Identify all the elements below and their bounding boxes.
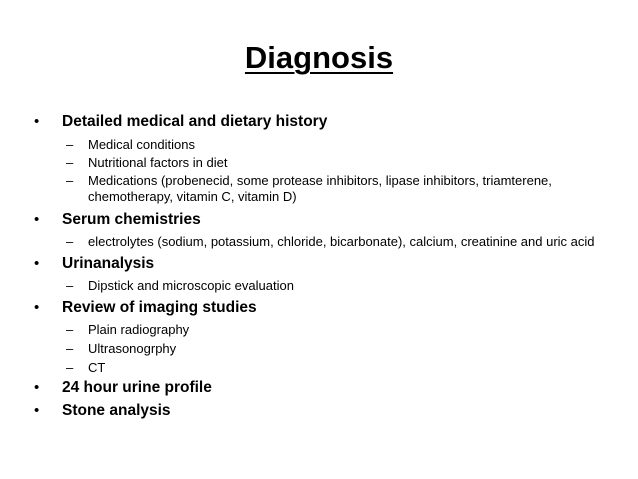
dash-icon: – <box>66 278 74 293</box>
sub-item-label: Nutritional factors in diet <box>88 155 228 170</box>
bullet-item-label: 24 hour urine profile <box>62 379 212 396</box>
bullet-list <box>30 112 620 421</box>
sub-item-plain-radiography <box>30 322 620 338</box>
bullet-icon: • <box>34 299 40 316</box>
sub-item-medical-conditions <box>30 137 620 153</box>
sub-item-ultrasonography <box>30 341 620 357</box>
sub-item-label: electrolytes (sodium, potassium, chloride, bicarbonate), calcium, creatinine and uric acid <box>88 234 595 249</box>
sub-item-electrolytes <box>30 234 620 250</box>
sub-item-label: Medical conditions <box>88 137 195 152</box>
sub-item-nutritional-factors <box>30 155 620 171</box>
bullet-item-label: Serum chemistries <box>62 211 201 228</box>
bullet-icon: • <box>34 255 40 272</box>
sub-item-label: Dipstick and microscopic evaluation <box>88 278 294 293</box>
bullet-icon: • <box>34 379 40 396</box>
dash-icon: – <box>66 341 74 356</box>
sub-item-ct <box>30 360 620 376</box>
sub-item-label: Medications (probenecid, some protease inhibitors, lipase inhibitors, triamterene, chemotherapy, vitamin C, vitamin D) <box>88 173 552 204</box>
bullet-item-imaging-studies <box>30 298 620 318</box>
bullet-item-medical-history <box>30 112 620 132</box>
dash-icon: – <box>66 173 74 188</box>
bullet-item-label: Review of imaging studies <box>62 299 257 316</box>
dash-icon: – <box>66 137 74 152</box>
dash-icon: – <box>66 234 74 249</box>
sub-item-label: Ultrasonogrphy <box>88 341 177 356</box>
bullet-item-label: Detailed medical and dietary history <box>62 113 328 130</box>
sub-item-dipstick <box>30 278 620 294</box>
dash-icon: – <box>66 155 74 170</box>
bullet-item-serum-chemistries <box>30 210 620 230</box>
bullet-icon: • <box>34 113 40 130</box>
bullet-icon: • <box>34 402 40 419</box>
bullet-item-stone-analysis <box>30 401 620 421</box>
bullet-item-label: Stone analysis <box>62 402 171 419</box>
bullet-item-label: Urinanalysis <box>62 255 155 272</box>
bullet-item-urine-profile <box>30 378 620 398</box>
sub-item-medications <box>30 173 620 205</box>
bullet-item-urinanalysis <box>30 254 620 274</box>
sub-item-label: Plain radiography <box>88 322 190 337</box>
dash-icon: – <box>66 322 74 337</box>
sub-item-label: CT <box>88 360 106 375</box>
slide-title: Diagnosis <box>244 40 394 75</box>
dash-icon: – <box>66 360 74 375</box>
bullet-icon: • <box>34 211 40 228</box>
